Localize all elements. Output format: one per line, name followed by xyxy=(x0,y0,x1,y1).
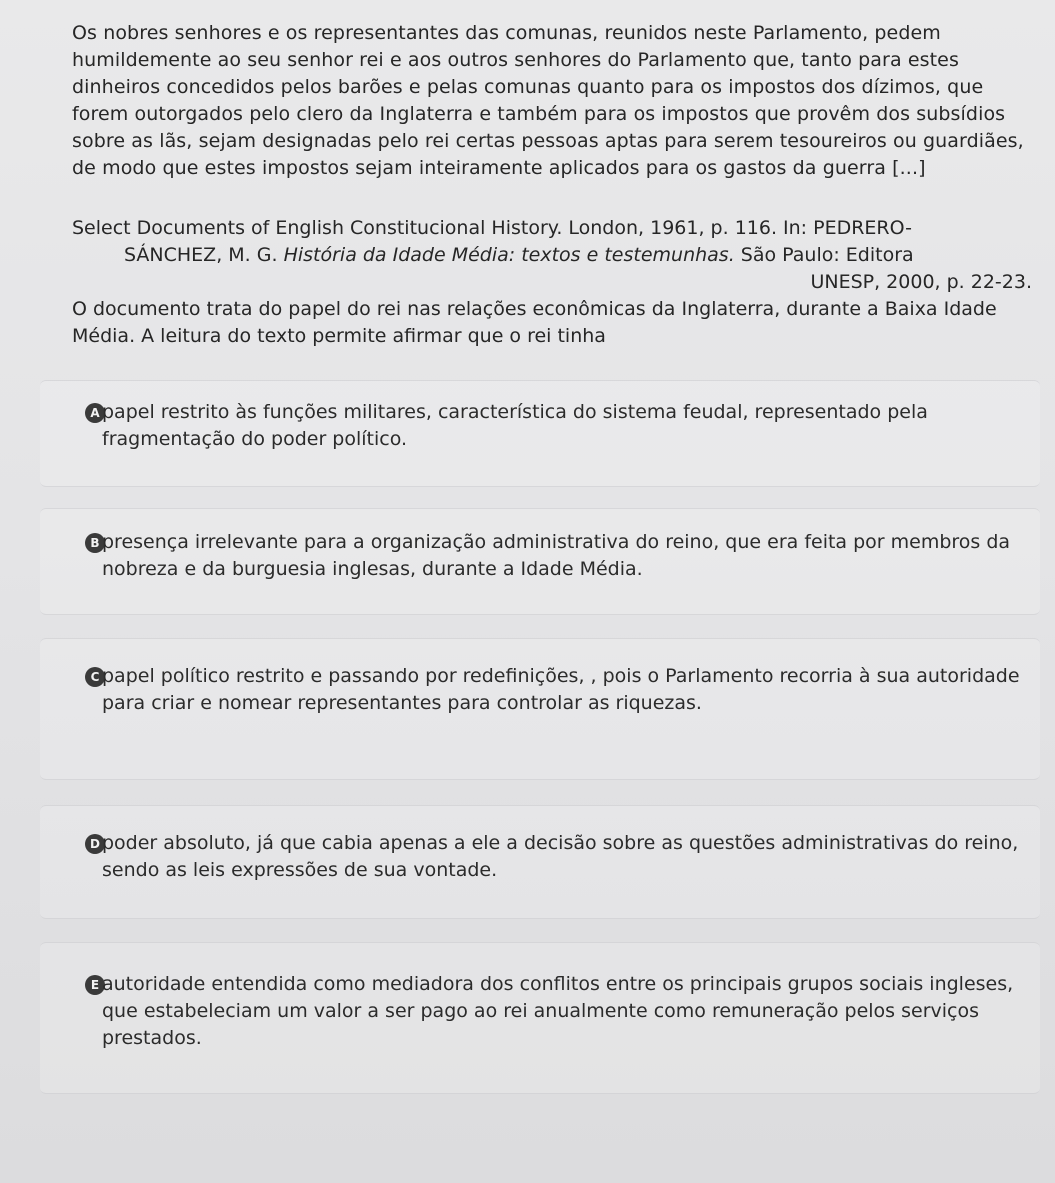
option-letter-c-badge: C xyxy=(85,667,105,687)
citation-publisher: São Paulo: Editora xyxy=(734,244,914,266)
option-b-text: presença irrelevante para a organização administrativa do reino, que era feita por membros da nobreza e da burguesia inglesas, durante a Idade Média. xyxy=(102,531,1011,580)
option-c[interactable] xyxy=(40,638,1040,780)
citation-line-1: Select Documents of English Constitucional History. London, 1961, p. 116. In: PEDRERO- xyxy=(72,217,912,239)
option-a-text: papel restrito às funções militares, característica do sistema feudal, representado pela fragmentação do poder político. xyxy=(102,401,928,450)
citation-author: SÁNCHEZ, M. G. xyxy=(124,244,284,266)
option-letter-a-badge: A xyxy=(85,403,105,423)
source-citation xyxy=(72,215,1032,296)
option-letter-b-badge: B xyxy=(85,533,105,553)
option-e-text: autoridade entendida como mediadora dos conflitos entre os principais grupos sociais ingleses, que estabeleciam um valor a ser pago ao rei anualmente como remuneração pelos serviços prestados. xyxy=(102,973,1014,1049)
citation-line-3: UNESP, 2000, p. 22-23. xyxy=(810,271,1032,293)
option-a[interactable] xyxy=(40,380,1040,487)
source-passage: Os nobres senhores e os representantes das comunas, reunidos neste Parlamento, pedem humildemente ao seu senhor rei e aos outros senhores do Parlamento que, tanto para estes dinheiros concedidos pelos barões e pelas comunas quanto para os impostos dos dízimos, que forem outorgados pelo clero da Inglaterra e também para os impostos que provêm dos subsídios sobre as lãs, sejam designadas pelo rei certas pessoas aptas para serem tesoureiros ou guardiães, de modo que estes impostos sejam inteiramente aplicados para os gastos da guerra [...] xyxy=(72,22,1024,179)
option-d[interactable] xyxy=(40,805,1040,919)
option-letter-d-badge: D xyxy=(85,834,105,854)
citation-book-title: História da Idade Média: textos e testemunhas. xyxy=(283,244,735,266)
citation-line-2 xyxy=(72,242,1032,269)
option-e[interactable] xyxy=(40,942,1040,1094)
question-stem: O documento trata do papel do rei nas relações econômicas da Inglaterra, durante a Baixa Idade Média. A leitura do texto permite afirmar que o rei tinha xyxy=(72,298,997,347)
option-d-text: poder absoluto, já que cabia apenas a ele a decisão sobre as questões administrativas do reino, sendo as leis expressões de sua vontade. xyxy=(102,832,1019,881)
option-c-text: papel político restrito e passando por redefinições, , pois o Parlamento recorria à sua autoridade para criar e nomear representantes para controlar as riquezas. xyxy=(102,665,1020,714)
option-b[interactable] xyxy=(40,508,1040,615)
option-letter-e-badge: E xyxy=(85,975,105,995)
